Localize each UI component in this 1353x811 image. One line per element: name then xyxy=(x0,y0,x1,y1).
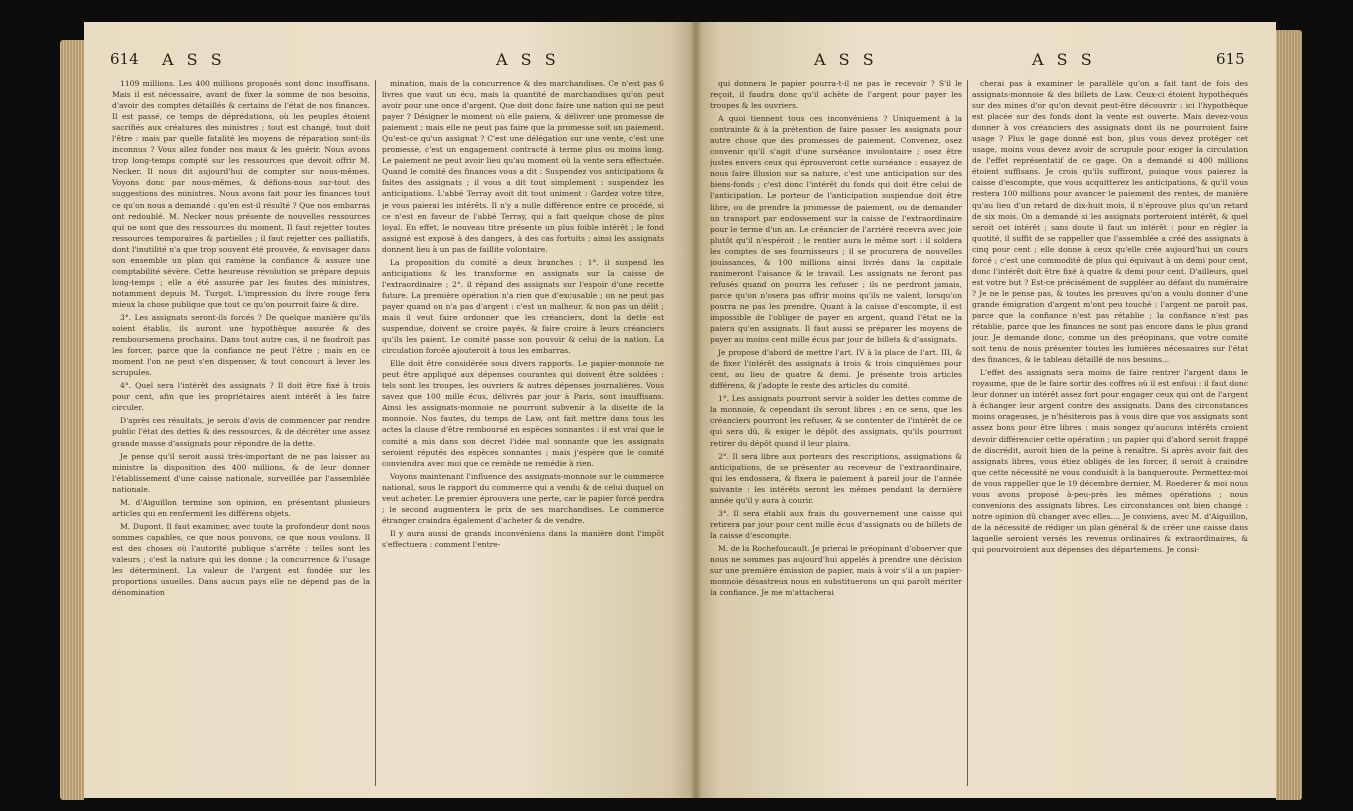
paragraph: Il y aura aussi de grands inconvéniens dans la manière dont l'impôt s'effectuera : comment l'entre- xyxy=(382,528,664,549)
left-page xyxy=(84,22,696,798)
left-page-column-2 xyxy=(382,78,664,790)
right-page-column-1 xyxy=(710,78,962,790)
paragraph: D'après ces résultats, je serois d'avis de commencer par rendre public l'état des dettes & des ressources, & de décréter une assez grande masse d'assignats pour répondre de la dette. xyxy=(112,416,370,448)
right-page-edges xyxy=(1276,30,1302,800)
column-rule xyxy=(967,80,968,786)
paragraph: 3°. Il sera établi aux frais du gouvernement une caisse qui retirera par jour pour cent mille écus d'assignats ou de billets de la caisse d'escompte. xyxy=(710,508,962,540)
paragraph: M. de la Rochefoucault. Je prierai le préopinant d'observer que nous ne sommes pas aujourd'hui appelés à prendre une décision sur une première émission de papier, mais à voir s'il a un papier-monnoie désastreux nous en substituerons un qui paroît mériter la confiance. Je me m'attacherai xyxy=(710,543,962,598)
paragraph: M. d'Aiguillon termine son opinion, en présentant plusieurs articles qui en renferment les différens objets. xyxy=(112,497,370,518)
right-page xyxy=(696,22,1276,798)
paragraph: L'effet des assignats sera moins de faire rentrer l'argent dans le royaume, que de le faire sortir des coffres où il est enfoui : il faut donc leur donner un intérêt assez fort pour engager ceux qui ont de l'argent à échanger leur argent contre des assignats. Dans des circonstances moins orageuses, je n'hésiterois pas à vous dire que vos assignats sont assez bons pour être libres : mais songez qu'aucuns intérêts croient devoir différencier cette opération ; un papier qui d'abord seroit frappé de discrédit, auroit bien de la peine à renaître. Si après avoir fait des assignats libres, vous étiez obligés de les forcer, il seroit à craindre que cette nécessité ne vous conduisît à la banqueroute. Permettez-moi de vous rappeller que le 19 décembre dernier, M. Roederer & moi nous vous avons proposé à-peu-près les mêmes opérations ; nous convenions des assignats libres. Les circonstances ont bien changé : notre opinion dû changer avec elles.... Je conviens, avec M. d'Aiguillon, de la nécessité de rédiger un plan général & de créer une caisse dans laquelle seroient versés les revenus ordinaires & extraordinaires, & qui pourvoiroient aux dépenses des départemens. Je consi- xyxy=(972,368,1248,554)
paragraph: M. Dupont. Il faut examiner, avec toute la profondeur dont nous sommes capables, ce que nous pouvons, ce que nous voulons. Il est des choses où l'autorité publique s'arrête : telles sont les valeurs ; c'est la nature qui les donne ; la concurrence & l'usage les déterminent. La valeur de l'argent est fondée sur les proportions usuelles. Dans aucun pays elle ne dépend pas de la dénomination xyxy=(112,521,370,598)
right-page-column-2 xyxy=(972,78,1248,790)
page-number-right: 615 xyxy=(1216,50,1245,68)
paragraph: mination, mais de la concurrence & des marchandises. Ce n'est pas 6 livres que vaut un écu, mais la quantité de marchandises qu'on peut avoir pour une once d'argent. Que doit donc faire une nation qui ne peut payer ? Désigner le moment où elle paiera, & délivrer une promesse de paiement ; mais elle ne peut pas faire que la promesse soit un paiement. Qu'est-ce qu'un assignat ? C'est une délégation sur une vente, c'est une promesse, c'est un engagement contracté à terme plus ou moins long. Le paiement ne peut avoir lieu qu'au moment où la vente sera effectuée. Quand le comité des finances vous a dit : Suspendez vos anticipations & faites des assignats ; il vous a dit tout simplement : suspendez les anticipations. L'abbé Terray avoit dit tout uniment : Gardez votre titre, je vous paierai les intérêts. Il n'y a nulle différence entre ce procédé, si ce n'est en faveur de l'abbé Terray, qui a fait quelque chose de plus loyal. En effet, le nouveau titre présente un plus foible intérêt ; le fond assigné est exposé à des dangers, à des cas fortuits ; ainsi les assignats donnent lieu à un pas de faillite volontaire. xyxy=(382,79,664,254)
page-number-left: 614 xyxy=(110,50,139,68)
paragraph: La proposition du comité a deux branches : 1°. il suspend les anticipations & les transforme en assignats sur la caisse de l'extraordinaire ; 2°. il répand des assignats sur l'espoir d'une recette future. La première opération n'a rien que d'excusable ; on ne peut pas payer quand on n'a pas d'argent : c'est un malheur, & non pas un délit ; mais il veut faire ordonner que les créanciers, dont la dette est suspendue, doivent se croire payés, & faire croire à leurs créanciers qu'ils les paient. Le comité passe son pouvoir & celui de la nation. La circulation forcée ajouteroit à tous les embarras. xyxy=(382,257,664,356)
paragraph: 3°. Les assignats seront-ils forcés ? De quelque manière qu'ils soient établis, ils auront une hypothèque assurée & des remboursemens prochains. Dans tout autre cas, il ne faudroit pas les forcer, parce que la confiance ne peut l'être ; mais en ce moment l'on ne peut s'en dispenser, & tout concourt à lever les scrupules. xyxy=(112,312,370,378)
running-head-left-center: A S S xyxy=(496,50,560,69)
paragraph: 2°. Il sera libre aux porteurs des rescriptions, assignations & anticipations, de se présenter au receveur de l'extraordinaire, qui les endossera, & fixera le paiement à pareil jour de l'année suivante : les intérêts seront les mêmes pendant la dernière année qu'il y aura à courir. xyxy=(710,451,962,505)
paragraph: Je pense qu'il seroit aussi très-important de ne pas laisser au ministre la disposition des 400 millions, & de leur donner l'établissement d'une caisse nationale, surveillée par l'assemblée nationale. xyxy=(112,451,370,494)
paragraph: qui donnera le papier pourra-t-il ne pas le recevoir ? S'il le reçoit, il faudra donc qu'il achète de l'argent pour payer les troupes & les ouvriers. xyxy=(710,79,962,111)
paragraph: 1109 millions. Les 400 millions proposés sont donc insuffisans. Mais il est nécessaire, avant de fixer la somme de nos besoins, d'avoir des comptes détaillés & certains de l'état de nos finances. Il est passé, ce temps de déprédations, où les peuples étoient sacrifiés aux créatures des ministres ; tout est changé, tout doit l'être : mais par quelle fatalité les moyens de réparation sont-ils inconnus ? Vous allez fonder nos maux & les guérir. Nous avons trop long-temps compté sur les ressources que devoit offrir M. Necker. Il nous dit aujourd'hui de compter sur nous-mêmes. Voyons donc par nous-mêmes, & défions-nous sur-tout des suggestions des ministres. Nous avons fait pour les finances tout ce qu'on nous a demandé : qu'en est-il résulté ? Que nos embarras ont redoublé. M. Necker nous présente de nouvelles ressources qui ne sont que des ressources du moment. Il faut rejetter toutes ressources temporaires & partielles ; il faut rejetter ces palliatifs, dont l'inutilité n'a que trop souvent été prouvée, & envisager dans son ensemble un plan qui ramène la confiance & assure une comptabilité sévère. Cette heureuse révolution se prépare depuis long-temps ; elle a été assurée par les fautes des ministres, notamment depuis M. Turgot. L'impression du livre rouge fera mieux la chose publique que tout ce qu'on pourroit faire & dire. xyxy=(112,79,370,309)
running-head-left: A S S xyxy=(162,50,226,69)
running-head-right-center: A S S xyxy=(814,50,878,69)
left-page-edges xyxy=(60,40,84,800)
paragraph: Voyons maintenant l'influence des assignats-monnoie sur le commerce national, sous le rapport du commerce qui a vendu & de celui duquel on veut acheter. Le premier éprouvera une perte, car le papier forcé perdra ; le second augmentera le prix de ses marchandises. Le commerce étranger craindra également d'acheter & de vendre. xyxy=(382,471,664,525)
left-page-column-1 xyxy=(112,78,370,790)
paragraph: A quoi tiennent tous ces inconvéniens ? Uniquement à la contrainte & à la prétention de faire passer les assignats pour autre chose que des promesses de paiement. Convenez, osez convenir qu'il s'agit d'une surséance involontaire ; osez être justes envers ceux qui éprouveront cette surséance : essayez de nous faire illusion sur sa nature, c'est une anticipation sur des biens-fonds ; c'est donc l'intérêt du fonds qui doit être celui de l'anticipation. Le porteur de l'anticipation suspendue doit être libre, ou de prendre la promesse de paiement, ou de demander un transport par endossement sur la caisse de l'extraordinaire pour le terme d'un an. Le créancier de l'arriéré recevra avec joie plutôt qu'il n'espéroit ; le rentier aura le même sort : il soldera les comptes de ses fournisseurs ; il se procurera de nouvelles jouissances, & 100 millions ainsi livrés dans la capitale ranimeront l'aisance & le travail. Les assignats ne feront pas refusés quand on pourra les refuser ; ils ne perdront jamais, parce qu'on n'osera pas offrir moins qu'ils ne valent, lorsqu'on pourra ne pas les prendre. Quant à la caisse d'escompte, il est impossible de l'obliger de payer en argent, quand l'état ne la paiera qu'en assignats. Il faut aussi se préparer les moyens de payer au moins cent mille écus par jour de billets & d'assignats. xyxy=(710,114,962,345)
paragraph: 1°. Les assignats pourront servir à solder les dettes comme de la monnoie, & cependant ils seront libres ; en ce sens, que les créanciers pourront les refuser, & se contenter de l'intérêt de ce qui sera dû, & exiger le dépôt des assignats, qu'ils pourront retirer du dépôt quand il leur plaira. xyxy=(710,394,962,448)
running-head-right: A S S xyxy=(1032,50,1096,69)
paragraph: 4°. Quel sera l'intérêt des assignats ? Il doit être fixé à trois pour cent, afin que les propriétaires aient intérêt à les faire circuler. xyxy=(112,381,370,413)
paragraph: Elle doit être considérée sous divers rapports. Le papier-monnoie ne peut être appliqué aux dépenses courantes qui doivent être soldées : tels sont les troupes, les ouvriers & autres dépenses journalières. Vous savez que 100 mille écus, délivrés par jour à Paris, sont insuffisans. Ainsi les assignats-monnoie ne pourront subvenir à la disette de la monnoie. Nos fautes, du temps de Law, ont fait mettre dans tous les actes la clause d'être remboursé en espèces sonnantes : il est vrai que le comité a mis dans son décret l'idée mal sonnante que les assignats seroient réputés des espèces sonnantes ; mais j'espère que le comité conviendra avec moi que ce remède ne remédie à rien. xyxy=(382,359,664,468)
book-gutter xyxy=(690,22,702,798)
column-rule xyxy=(375,80,376,786)
paragraph: Je propose d'abord de mettre l'art. IV à la place de l'art. III, & de fixer l'intérêt des assignats à trois & trois cinquièmes pour cent, au lieu de quatre & demi. Je présente trois articles différens, & j'adopte le reste des articles du comité. xyxy=(710,348,962,391)
paragraph: cherai pas à examiner le parallèle qu'on a fait tant de fois des assignats-monnoie & des billets de Law. Ceux-ci étoient hypothéqués sur des mines d'or qu'on devoit peut-être découvrir : ici l'hypothèque est placée sur des fonds dont la vente est ouverte. Mais devez-vous donner à vos créanciers des assignats dont ils ne pourroient faire usage ? Plus le gage donné est bon, plus vous devez protéger cet usage, moins vous devez avoir de scrupule pour exiger la circulation de l'effet représentatif de ce gage. On a demandé si 400 millions étoient suffisans. Je crois qu'ils suffiront, puisque vous paierez la caisse d'escompte, que vous acquitterez les anticipations, & qu'il vous restera 100 millions pour avancer le paiement des rentes, de manière qu'au lieu d'un retard de dix-huit mois, il n'éprouve plus qu'un retard de six mois. On a demandé si les assignats porteroient intérêt, & quel seroit cet intérêt ; sans doute il faut un intérêt : pour en régler la quotité, il suffit de se rappeller que l'assemblée a créé des assignats à cinq pour cent ; elle donne à ceux qu'elle crée aujourd'hui un cours forcé ; c'est une commodité de plus qui équivaut à un demi pour cent, donc l'intérêt doit être fixé à quatre & demi pour cent. D'ailleurs, quel est votre but ? Est-ce précisément de suppléer au défaut du numéraire ? Je ne le pense pas, & toutes les preuves qu'on a voulu donner d'une grande émigration d'argent m'ont peu touché : l'argent ne paroît pas, parce que la confiance n'est pas rétablie ; la confiance n'est pas rétablie, parce que les finances ne sont pas encore dans le plus grand jour. Je demande donc, comme un des préopinans, que votre comité soit tenu de nous présenter toutes les lumières nécessaires sur l'état des finances, & le tableau détaillé de nos besoins... xyxy=(972,79,1248,365)
